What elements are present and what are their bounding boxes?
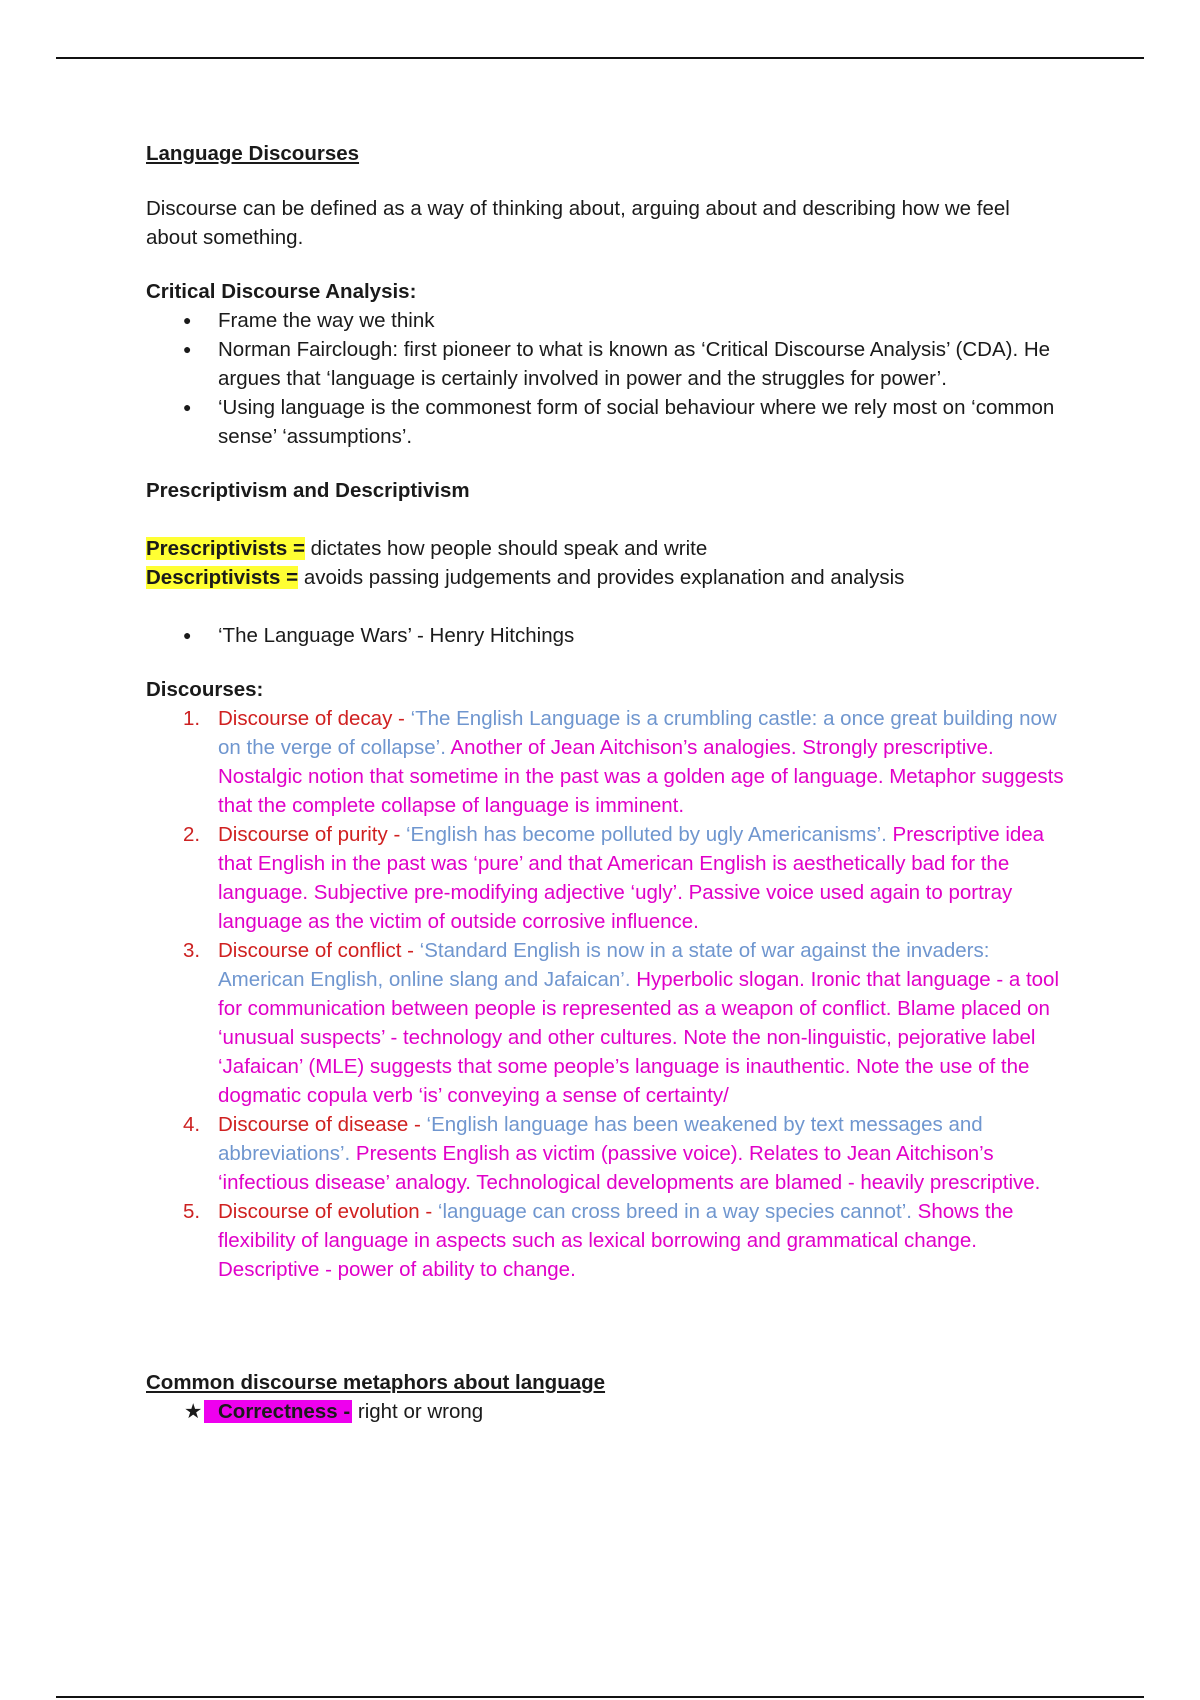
bottom-rule [56,1696,1144,1698]
discourse-analysis: Another of Jean Aitchison’s analogies. Strongly prescriptive. Nostalgic notion that sometime in the past was a golden age of language. Metaphor suggests that the complete collapse of language is imminent. [218,736,1064,817]
discourse-quote: ‘Standard English is now in a state of war against the invaders: American English, online slang and Jafaican’. [218,939,990,991]
discourse-quote: ‘language can cross breed in a way species cannot’. [437,1200,912,1223]
document-body [146,140,1066,1426]
list-item [146,1397,1066,1426]
term-highlight: Descriptivists = [146,566,299,589]
definition-text: avoids passing judgements and provides explanation and analysis [298,566,905,589]
top-rule [56,57,1144,59]
metaphor-text: right or wrong [352,1400,484,1423]
discourses-list [146,704,1066,1284]
item-number: 5. [183,1200,201,1223]
presc-bullet-list [146,621,1066,650]
item-number: 2. [183,823,201,846]
discourse-name: Discourse of disease - [218,1113,427,1136]
discourse-item [146,1110,1066,1197]
discourse-analysis: Prescriptive idea that English in the past was ‘pure’ and that American English is aesthetically bad for the language. Subjective pre-modifying adjective ‘ugly’. Passive voice used again to portray language as the victim of outside corrosive influence. [218,823,1045,933]
discourse-name: Discourse of purity - [218,823,406,846]
discourse-analysis: Shows the flexibility of language in aspects such as lexical borrowing and grammatical change. Descriptive - power of ability to change. [218,1200,1014,1281]
definition-prescriptivists [146,534,1066,563]
discourse-name: Discourse of conflict - [218,939,420,962]
discourse-name: Discourse of decay - [218,707,411,730]
cda-heading: Critical Discourse Analysis: [146,280,417,303]
intro-paragraph: Discourse can be defined as a way of thinking about, arguing about and describing how we feel about something. [146,197,1010,249]
page-title: Language Discourses [146,142,360,165]
term-highlight: Correctness - [204,1400,352,1423]
term-highlight: Prescriptivists = [146,537,305,560]
cda-bullet-list [146,306,1066,451]
definition-descriptivists [146,563,1066,592]
list-item: ● Frame the way we think [146,306,1066,335]
metaphors-list [146,1397,1066,1426]
discourse-analysis: Hyperbolic slogan. Ironic that language - a tool for communication between people is represented as a weapon of conflict. Blame placed on ‘unusual suspects’ - technology and other cultures. Note the non-linguistic, pejorative label ‘Jafaican’ (MLE) suggests that some people’s language is inauthentic. Note the use of the dogmatic copula verb ‘is’ conveying a sense of certainty/ [218,968,1060,1107]
discourse-quote: ‘The English Language is a crumbling castle: a once great building now on the verge of collapse’. [218,707,1057,759]
list-item: ● ‘The Language Wars’ - Henry Hitchings [146,621,1066,650]
discourse-item [146,820,1066,936]
discourse-name: Discourse of evolution - [218,1200,438,1223]
metaphors-heading: Common discourse metaphors about language [146,1371,606,1394]
item-number: 1. [183,707,201,730]
discourse-analysis: Presents English as victim (passive voice). Relates to Jean Aitchison’s ‘infectious disease’ analogy. Technological developments are blamed - heavily prescriptive. [218,1142,1041,1194]
item-number: 3. [183,939,201,962]
discourse-item [146,704,1066,820]
discourse-item [146,936,1066,1110]
discourse-quote: ‘English has become polluted by ugly Americanisms’. [405,823,887,846]
discourse-quote: ‘English language has been weakened by text messages and abbreviations’. [218,1113,983,1165]
star-icon: ★ [184,1400,203,1423]
item-number: 4. [183,1113,201,1136]
list-item: ● ‘Using language is the commonest form of social behaviour where we rely most on ‘common sense’ ‘assumptions’. [146,393,1066,451]
list-item: ● Norman Fairclough: first pioneer to what is known as ‘Critical Discourse Analysis’ (CDA). He argues that ‘language is certainly involved in power and the struggles for power’. [146,335,1066,393]
presc-heading: Prescriptivism and Descriptivism [146,479,470,502]
discourse-item [146,1197,1066,1284]
discourses-heading: Discourses: [146,678,264,701]
definition-text: dictates how people should speak and write [304,537,708,560]
